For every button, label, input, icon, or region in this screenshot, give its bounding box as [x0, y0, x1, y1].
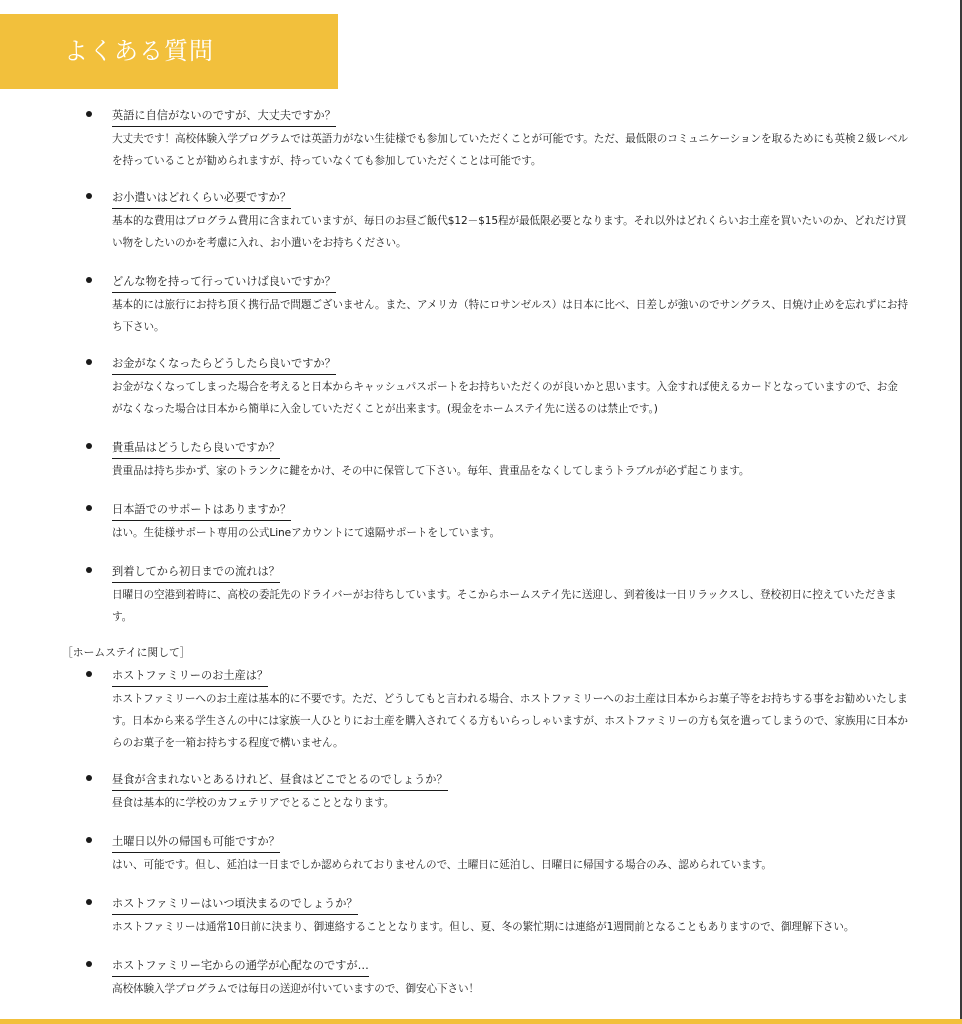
faq-answer: 日曜日の空港到着時に、高校の委託先のドライバーがお待ちしています。そこからホームステイ先に送迎し、到着後は一日リラックスし、登校初日に控えていただきます。	[112, 589, 897, 623]
faq-question: ホストファミリーはいつ頃決まるのでしょうか？	[112, 894, 358, 915]
bullet-icon	[86, 775, 92, 781]
faq-item	[112, 892, 908, 938]
faq-answer: はい、可能です。但し、延泊は一日までしか認められておりませんので、土曜日に延泊し、日曜日に帰国する場合のみ、認められています。	[112, 859, 772, 871]
faq-question: 英語に自信がないのですが、大丈夫ですか？	[112, 106, 336, 127]
faq-question: 到着してから初日までの流れは？	[112, 562, 280, 583]
faq-item	[112, 664, 908, 754]
faq-answer: ホストファミリーへのお土産は基本的に不要です。ただ、どうしてもと言われる場合、ホストファミリーへのお土産は日本からお菓子等をお持ちする事をお勧めいたします。日本から来る学生さんの中には家族一人ひとりにお土産を購入されてくる方もいらっしゃいますが、ホストファミリーの方も気を遣ってしまうので、家族用に日本からのお菓子を一箱お持ちする程度で構いません。	[112, 693, 908, 749]
faq-answer: 貴重品は持ち歩かず、家のトランクに鍵をかけ、その中に保管して下さい。毎年、貴重品をなくしてしまうトラブルが必ず起こります。	[112, 465, 750, 477]
faq-item	[112, 436, 908, 482]
faq-question: お金がなくなったらどうしたら良いですか？	[112, 354, 336, 375]
bullet-icon	[86, 899, 92, 905]
faq-item	[112, 104, 908, 172]
faq-item	[112, 186, 908, 254]
bullet-icon	[86, 837, 92, 843]
bullet-icon	[86, 961, 92, 967]
bullet-icon	[86, 567, 92, 573]
faq-item	[112, 352, 908, 420]
faq-item	[112, 498, 908, 544]
faq-answer: ホストファミリーは通常10日前に決まり、御連絡することとなります。但し、夏、冬の繁忙期には連絡が1週間前となることもありますので、御理解下さい。	[112, 921, 855, 933]
bullet-icon	[86, 671, 92, 677]
faq-question: 昼食が含まれないとあるけれど、昼食はどこでとるのでしょうか？	[112, 770, 448, 791]
section-heading-homestay: ［ホームステイに関して］	[62, 646, 191, 659]
page-title: よくある質問	[64, 37, 214, 65]
bullet-icon	[86, 359, 92, 365]
bullet-icon	[86, 443, 92, 449]
bullet-icon	[86, 277, 92, 283]
faq-item	[112, 768, 908, 814]
faq-item	[112, 270, 908, 338]
faq-question: お小遣いはどれくらい必要ですか？	[112, 188, 291, 209]
faq-question: ホストファミリー宅からの通学が心配なのですが…	[112, 956, 369, 977]
faq-item	[112, 830, 908, 876]
faq-answer: 高校体験入学プログラムでは毎日の送迎が付いていますので、御安心下さい！	[112, 983, 479, 995]
faq-answer: 基本的な費用はプログラム費用に含まれていますが、毎日のお昼ご飯代$12－$15程が最低限必要となります。それ以外はどれくらいお土産を買いたいのか、どれだけ買い物をしたいのかを考慮に入れ、お小遣いをお持ちください。	[112, 215, 907, 249]
faq-answer: 昼食は基本的に学校のカフェテリアでとることとなります。	[112, 797, 395, 809]
faq-item	[112, 954, 908, 1000]
bullet-icon	[86, 193, 92, 199]
footer-rule	[0, 1019, 962, 1024]
faq-answer: お金がなくなってしまった場合を考えると日本からキャッシュパスポートをお持ちいただくのが良いかと思います。入金すれば使えるカードとなっていますので、お金がなくなった場合は日本から簡単に入金していただくことが出来ます。(現金をホームステイ先に送るのは禁止です。)	[112, 381, 898, 415]
bullet-icon	[86, 505, 92, 511]
faq-item	[112, 560, 908, 628]
faq-answer: 基本的には旅行にお持ち頂く携行品で問題ございません。また、アメリカ（特にロサンゼルス）は日本に比べ、日差しが強いのでサングラス、日焼け止めを忘れずにお持ち下さい。	[112, 299, 908, 333]
faq-question: どんな物を持って行っていけば良いですか？	[112, 272, 336, 293]
faq-answer: はい。生徒様サポート専用の公式Lineアカウントにて遠隔サポートをしています。	[112, 527, 501, 539]
faq-question: 土曜日以外の帰国も可能ですか？	[112, 832, 280, 853]
faq-question: 貴重品はどうしたら良いですか？	[112, 438, 280, 459]
faq-question: ホストファミリーのお土産は？	[112, 666, 268, 687]
bullet-icon	[86, 111, 92, 117]
faq-question: 日本語でのサポートはありますか？	[112, 500, 291, 521]
faq-answer: 大丈夫です！高校体験入学プログラムでは英語力がない生徒様でも参加していただくことが可能です。ただ、最低限のコミュニケーションを取るためにも英検２級レベルを持っていることが勧められますが、持っていなくても参加していただくことは可能です。	[112, 133, 908, 167]
